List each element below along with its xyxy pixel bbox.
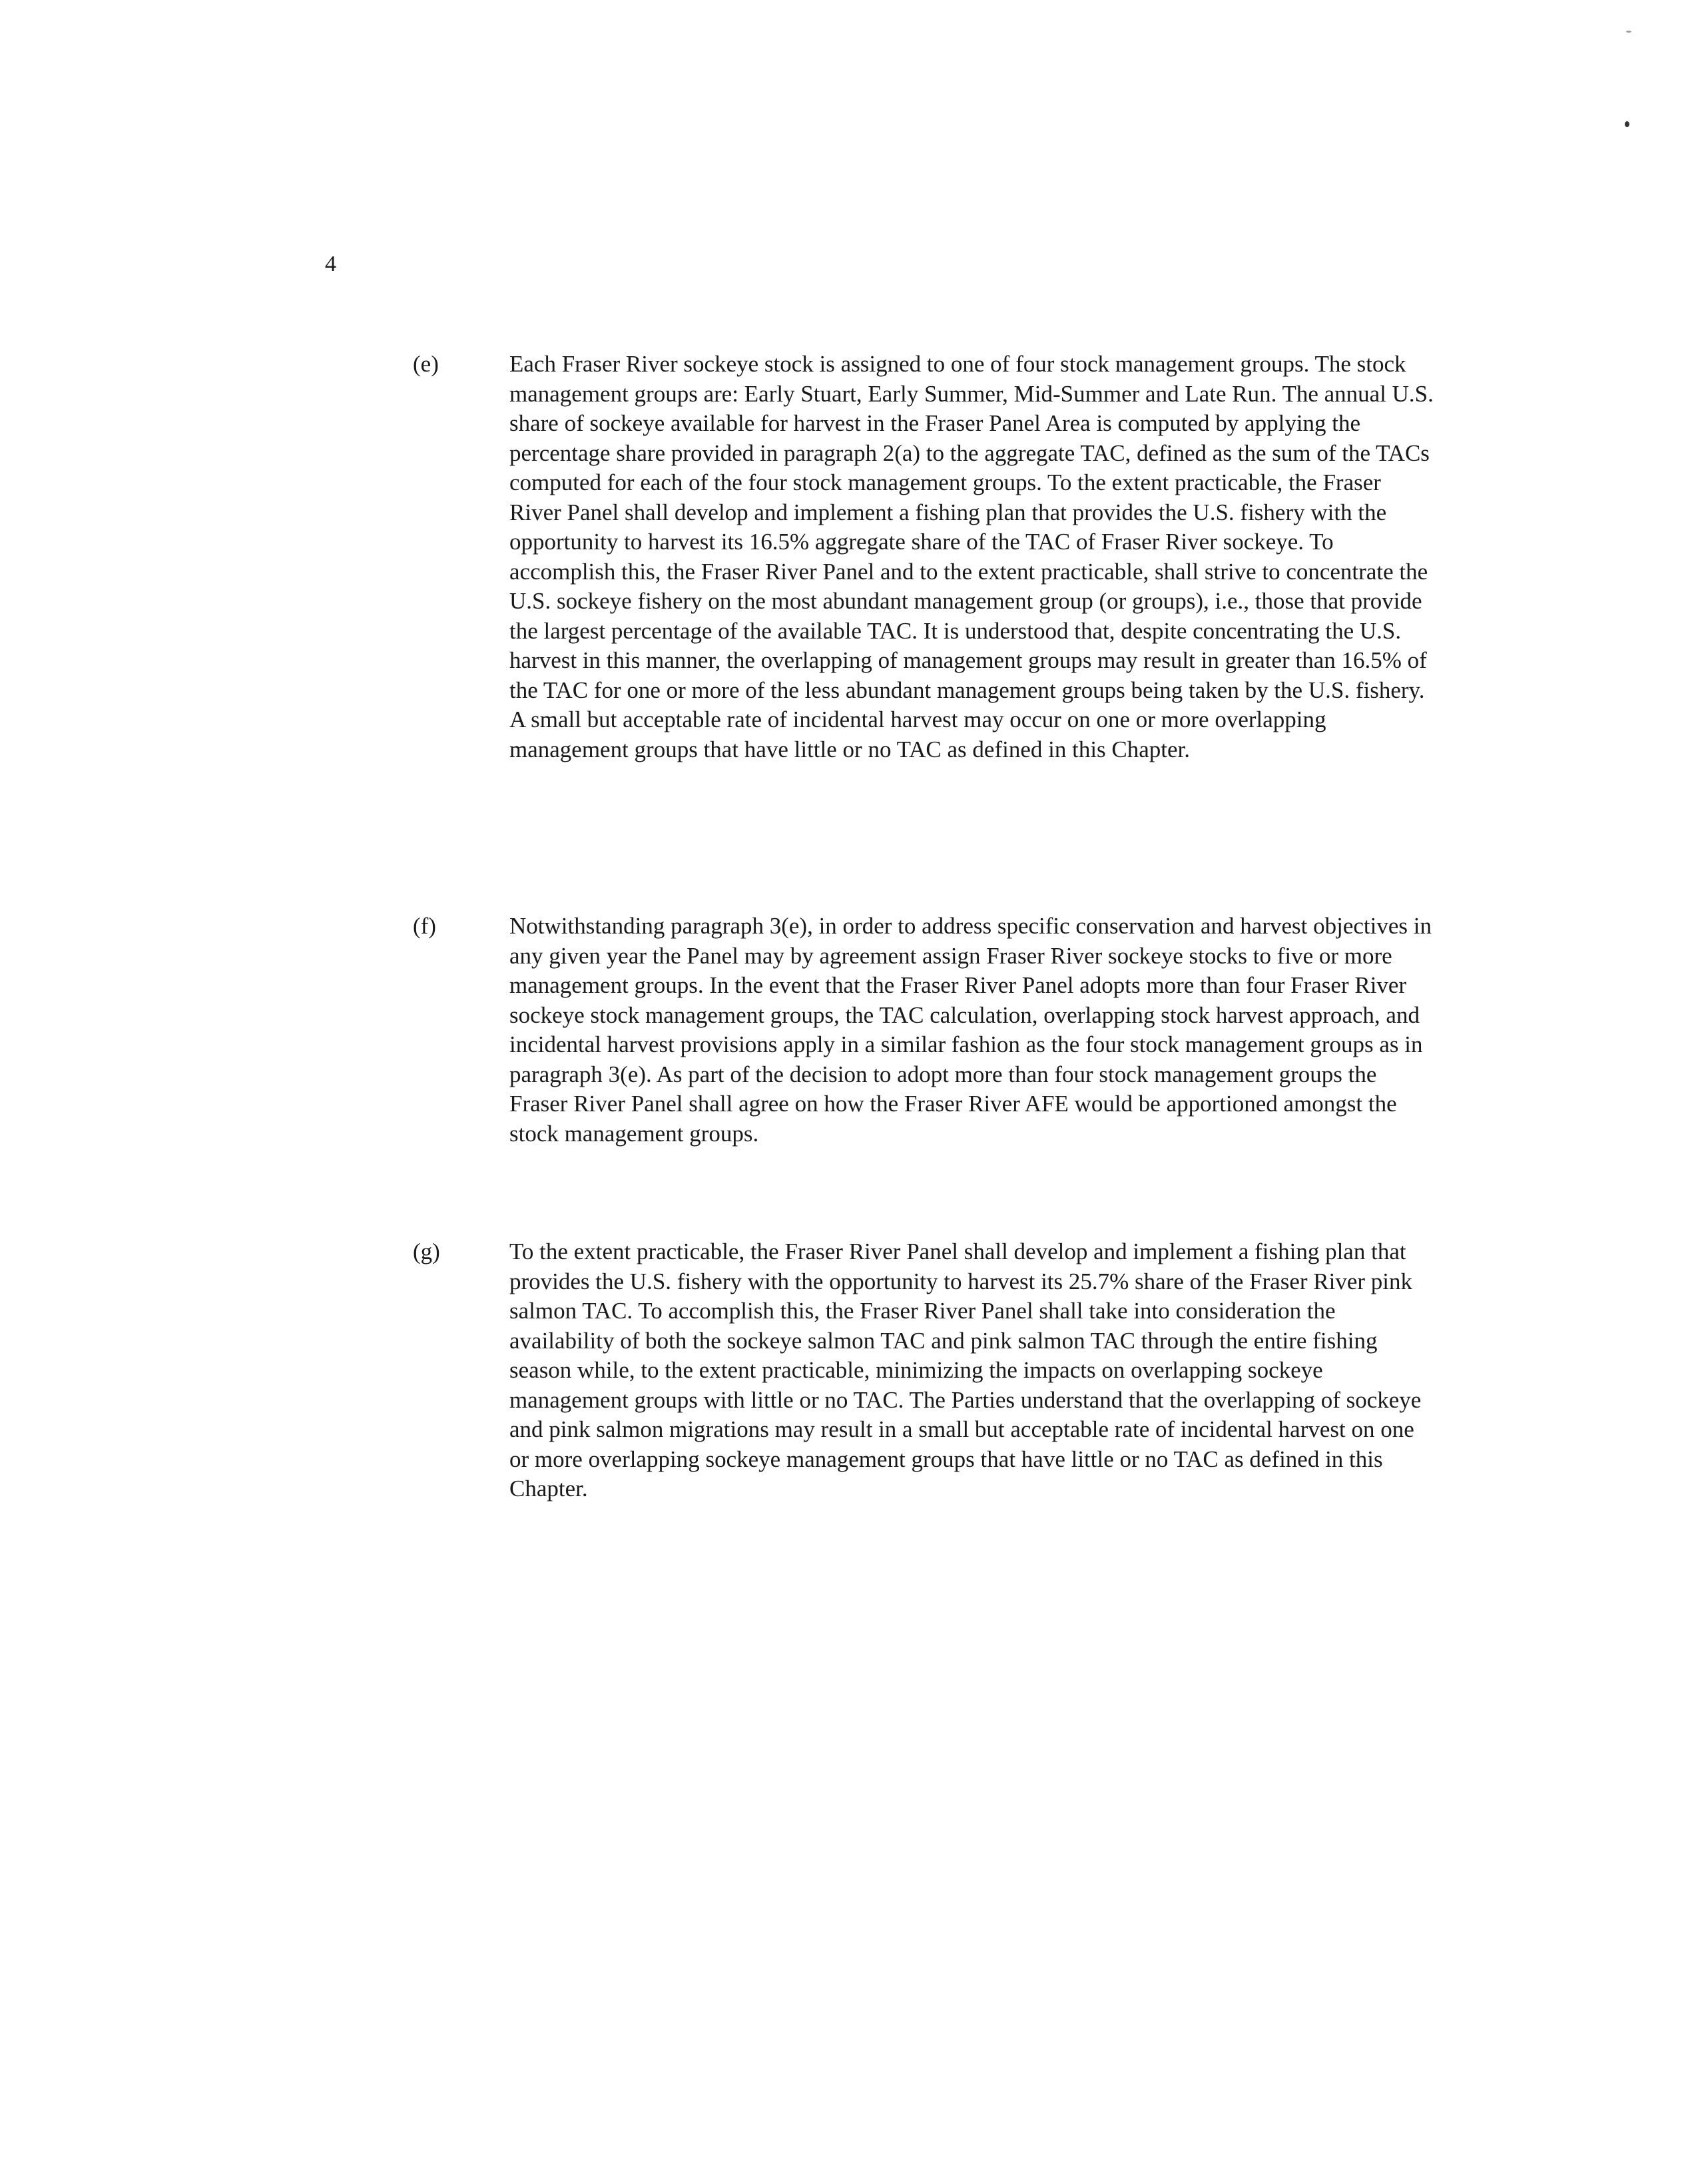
paragraph-label: (f) bbox=[413, 913, 436, 939]
paragraph-text: To the extent practicable, the Fraser River Panel shall develop and implement a fishing plan that provides the U.S. fishery with the opportunity to harvest its 25.7% share of the Fraser River pink salmon TAC. To accomplish this, the Fraser River Panel shall take into consideration the availability of both the sockeye salmon TAC and pink salmon TAC through the entire fishing season while, to the extent practicable, minimizing the impacts on overlapping sockeye management groups with little or no TAC. The Parties understand that the overlapping of sockeye and pink salmon migrations may result in a small but acceptable rate of incidental harvest on one or more overlapping sockeye management groups that have little or no TAC as defined in this Chapter. bbox=[509, 1238, 1422, 1502]
paragraph-text: Each Fraser River sockeye stock is assigned to one of four stock management groups. The stock management groups are: Early Stuart, Early Summer, Mid-Summer and Late Run. The annual U.S. share of sockeye available for harvest in the Fraser Panel Area is computed by applying the percentage share provided in paragraph 2(a) to the aggregate TAC, defined as the sum of the TACs computed for each of the four stock management groups. To the extent practicable, the Fraser River Panel shall develop and implement a fishing plan that provides the U.S. fishery with the opportunity to harvest its 16.5% aggregate share of the TAC of Fraser River sockeye. To accomplish this, the Fraser River Panel and to the extent practicable, shall strive to concentrate the U.S. sockeye fishery on the most abundant management group (or groups), i.e., those that provide the largest percentage of the available TAC. It is understood that, despite concentrating the U.S. harvest in this manner, the overlapping of management groups may result in greater than 16.5% of the TAC for one or more of the less abundant management groups being taken by the U.S. fishery. A small but acceptable rate of incidental harvest may occur on one or more overlapping management groups that have little or no TAC as defined in this Chapter. bbox=[509, 351, 1434, 762]
paragraph-text: Notwithstanding paragraph 3(e), in order to address specific conservation and harvest objectives in any given year the Panel may by agreement assign Fraser River sockeye stocks to five or more management groups. In the event that the Fraser River Panel adopts more than four Fraser River sockeye stock management groups, the TAC calculation, overlapping stock harvest approach, and incidental harvest provisions apply in a similar fashion as the four stock management groups as in paragraph 3(e). As part of the decision to adopt more than four stock management groups the Fraser River Panel shall agree on how the Fraser River AFE would be apportioned amongst the stock management groups. bbox=[509, 913, 1432, 1147]
scan-mark-top bbox=[1626, 31, 1631, 33]
page-number: 4 bbox=[325, 252, 336, 276]
paragraph-label: (e) bbox=[413, 351, 439, 377]
paragraph-label: (g) bbox=[413, 1238, 440, 1264]
scan-mark-dot bbox=[1625, 121, 1629, 127]
